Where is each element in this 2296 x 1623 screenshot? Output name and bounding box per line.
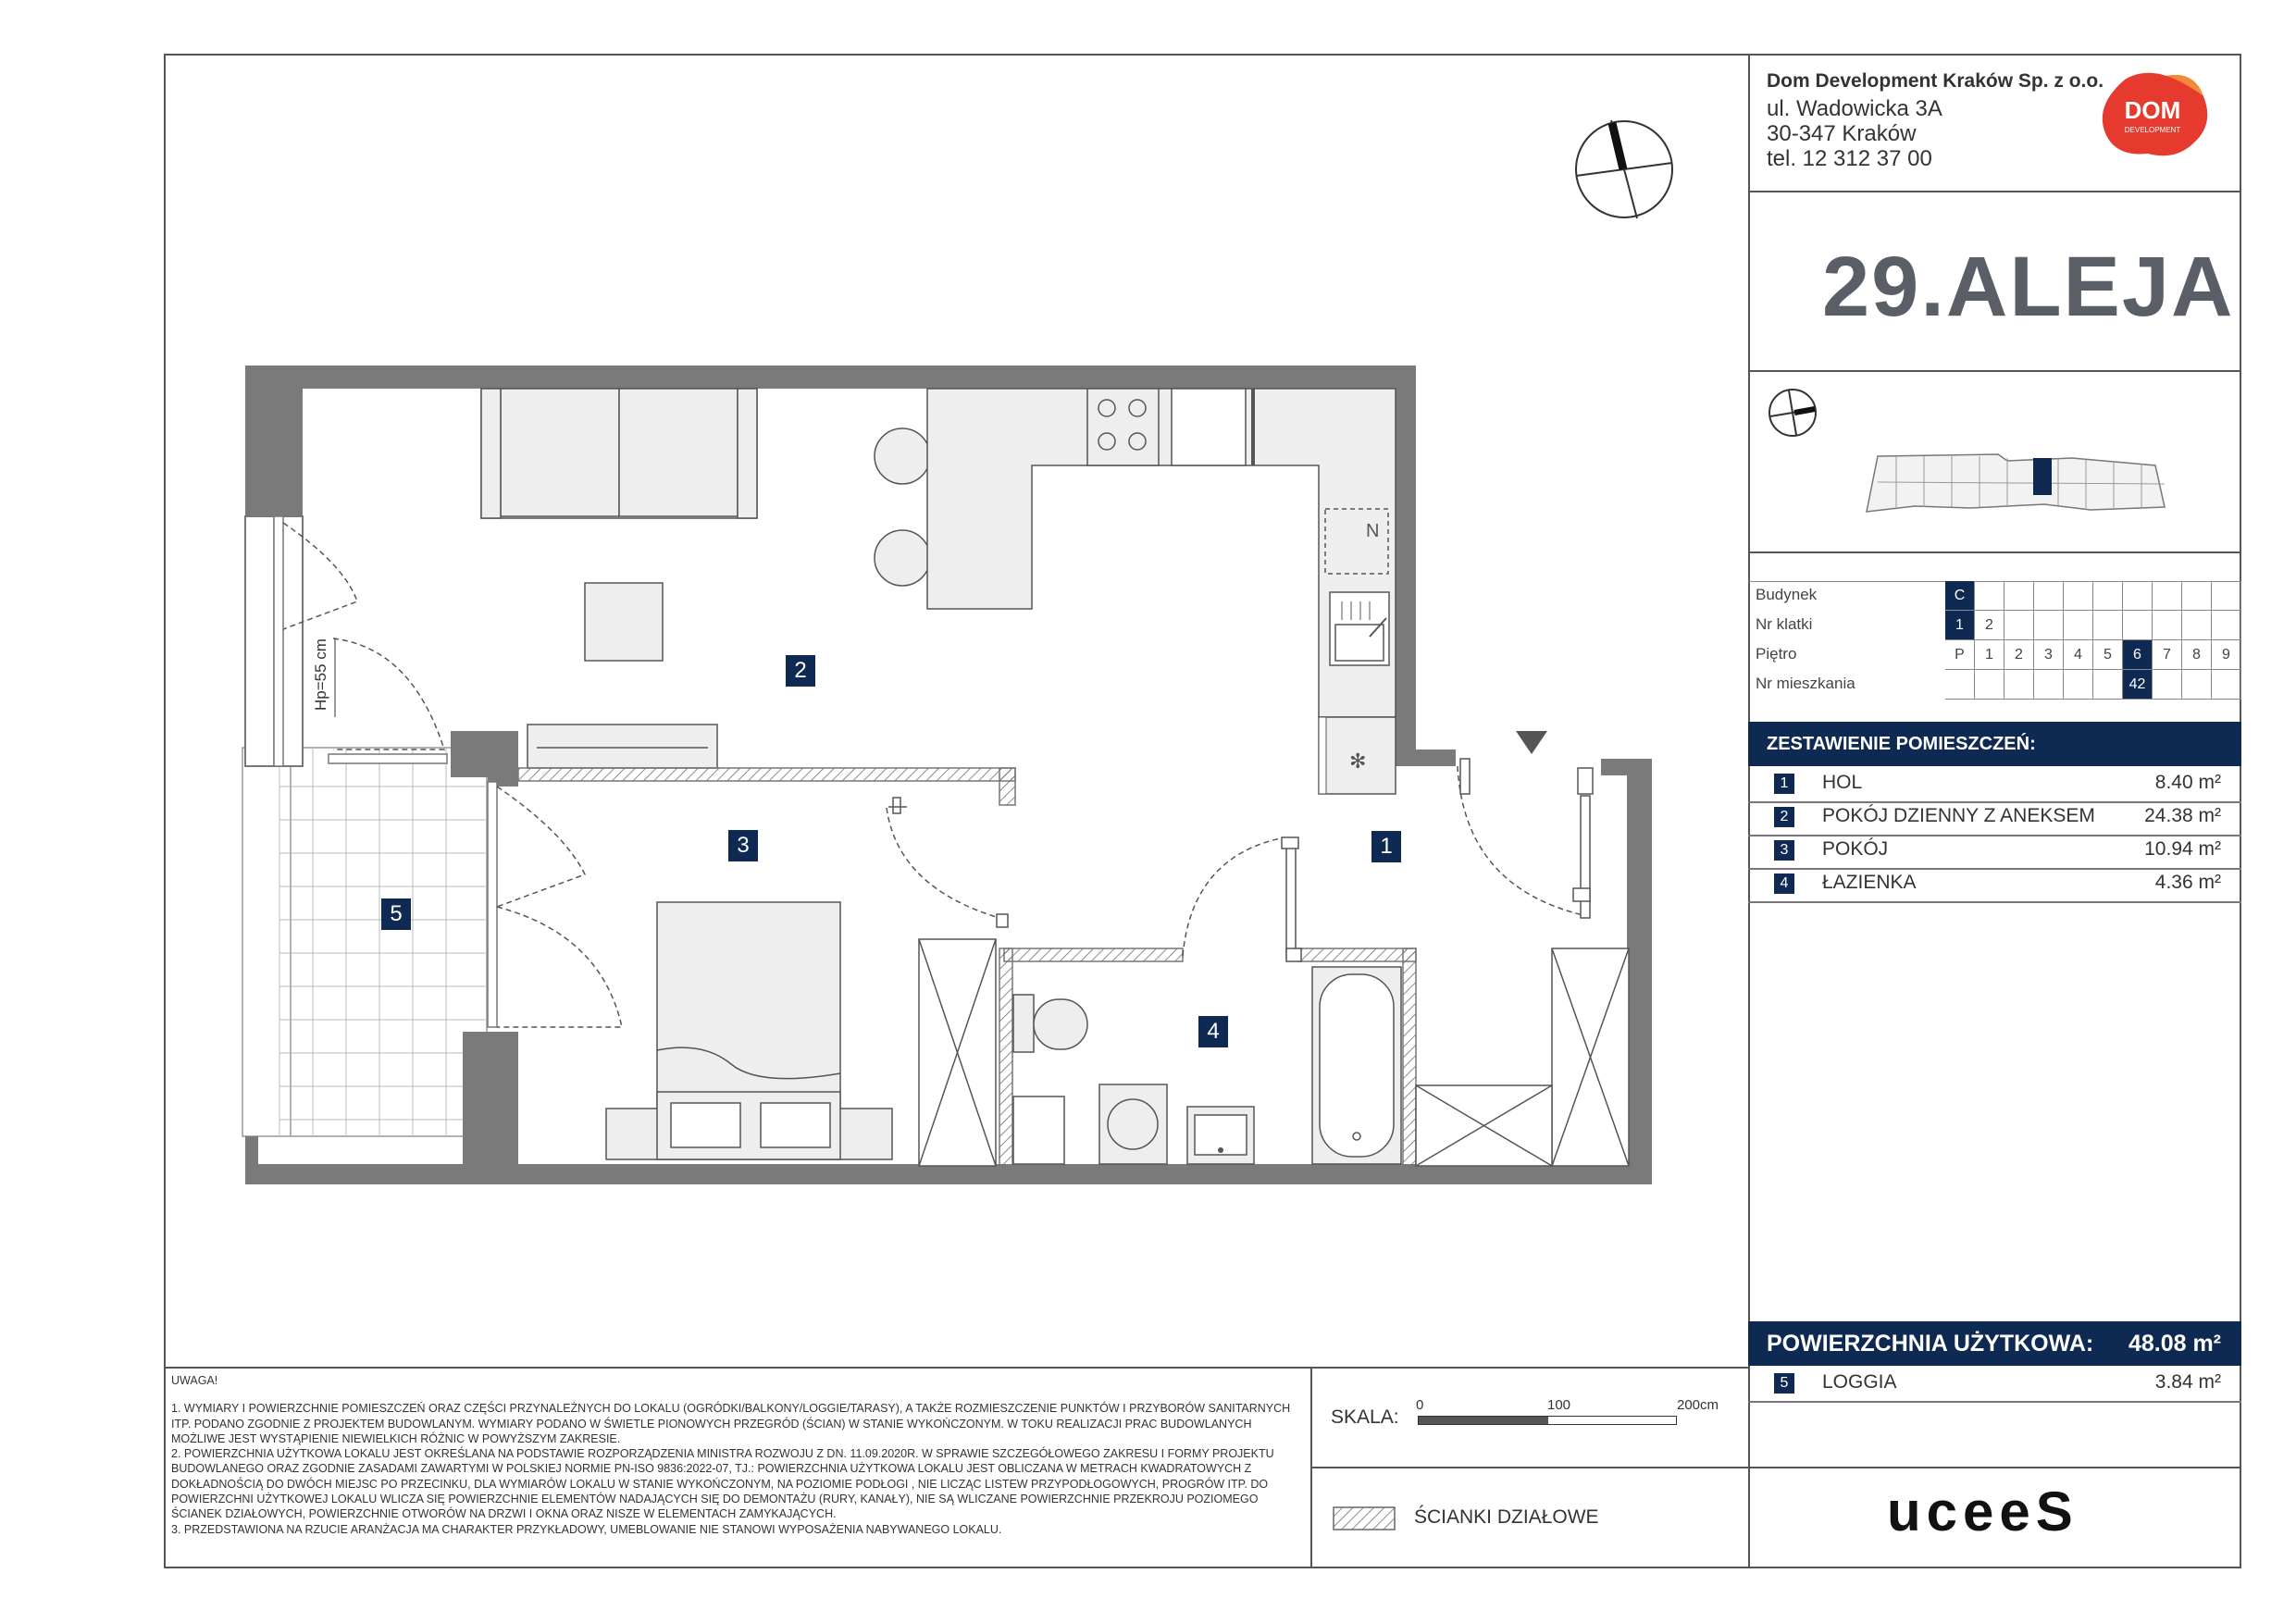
svg-text:✻: ✻ <box>1349 750 1367 774</box>
wardrobe <box>919 939 996 1166</box>
dom-development-logo <box>2092 68 2213 161</box>
room-area: 4.36 m² <box>2154 872 2221 893</box>
pietro-6: 6 <box>2123 640 2153 670</box>
scale-label: SKALA: <box>1331 1406 1399 1428</box>
budynek-label: Budynek <box>1756 586 1818 603</box>
note-line: 2. POWIERZCHNIA UŻYTKOWA LOKALU JEST OKREŚLANA NA PODSTAWIE ROZPORZĄDZENIA MINISTRA ROZWOJU Z DN. 11.09.2020R. W SPRAWIE SZCZEGÓŁOWEGO ZAKRESU I FORMY PROJEKTU BUDOWLANEGO ORAZ ZGODNIE ZASADAMI ZAWARTYMI W POLSKIEJ NORMIE PN-ISO 9836:2022-07, TJ.: POWIERZCHNIA UŻYTKOWA LOKALU JEST OBLICZANA W METRACH KWADRATOWYCH Z DOKŁADNOŚCIĄ DO DWÓCH MIEJSC PO PRZECINKU, DLA WYMIARÓW LOKALU W STANIE WYKOŃCZONYM, NA POZIOMIE PODŁOGI , NIE LICZĄC LISTEW PRZYPODŁOGOWYCH, PROGRÓW ITP. DO POWIERZCHNI UŻYTKOWEJ LOKALU WLICZA SIĘ POWIERZCHNIE ELEMENTÓW NADAJĄCYCH SIĘ DO DEMONTAŻU (RURY, KANAŁY), NIE SĄ WLICZANE POWIERZCHNIE PRZEKROJU POZIOMEGO ŚCIANEK DZIAŁOWYCH, POWIERZCHNIE OTWORÓW NA DRZWI I OKNA ORAZ NISZE W ELEMENTACH ZAMYKAJĄCYCH. <box>171 1447 1274 1521</box>
scale-bar <box>1418 1416 1677 1425</box>
window-height-label: Hp=55 cm <box>312 638 329 711</box>
sink-icon <box>1330 592 1389 665</box>
unit-highlight <box>2033 458 2052 495</box>
scale-tick-0: 0 <box>1416 1397 1424 1413</box>
company-name: Dom Development Kraków Sp. z o.o. <box>1767 70 2104 92</box>
coffee-table <box>585 583 663 661</box>
pietro-5: 5 <box>2093 640 2123 670</box>
mieszkanie-42: 42 <box>2123 670 2153 700</box>
room-label-5: 5 <box>381 898 411 930</box>
room-label-4: 4 <box>1198 1016 1228 1047</box>
pietro-7: 7 <box>2153 640 2182 670</box>
washbasin-icon <box>1187 1107 1254 1164</box>
entrance-arrow-icon <box>1516 731 1547 754</box>
compass-icon <box>1576 120 1672 218</box>
fridge-niche <box>1172 389 1246 465</box>
toilet-icon <box>1013 995 1087 1052</box>
scale-tick-200: 200cm <box>1677 1397 1719 1413</box>
room-number: 5 <box>1774 1373 1794 1394</box>
bar-stool <box>875 428 930 484</box>
total-area-bar <box>1748 1321 2241 1366</box>
loggia-area <box>242 748 487 1136</box>
stove-icon <box>1087 389 1159 465</box>
company-street: ul. Wadowicka 3A <box>1767 96 1942 121</box>
room-row <box>1748 835 2241 870</box>
logo-text: DOM <box>2124 96 2181 124</box>
room-row <box>1748 801 2241 836</box>
room-name: LOGGIA <box>1822 1371 1897 1393</box>
room-name: HOL <box>1822 772 1863 793</box>
bathroom-niche <box>1013 1096 1064 1164</box>
rooms-header: ZESTAWIENIE POMIESZCZEŃ: <box>1748 722 2241 766</box>
room-area: 3.84 m² <box>2154 1371 2221 1393</box>
company-city: 30-347 Kraków <box>1767 121 1917 146</box>
svg-text:N: N <box>1366 521 1380 541</box>
pietro-p: P <box>1945 640 1975 670</box>
pietro-8: 8 <box>2182 640 2212 670</box>
notes-divider <box>164 1367 1748 1369</box>
pietro-9: 9 <box>2212 640 2241 670</box>
floor-plan <box>164 54 1746 1368</box>
uceees-logo: uceeS <box>1887 1481 2079 1542</box>
note-line: 1. WYMIARY I POWIERZCHNIE POMIESZCZEŃ ORAZ CZĘŚCI PRZYNALEŻNYCH DO LOKALU (OGRÓDKI/BALKONY/LOGGIE/TARASY), A TAKŻE ROZMIESZCZENIE PUNKTÓW I PRZYBORÓW SANITARNYCH ITP. PODANO ZGODNIE Z PROJEKTEM BUDOWLANYM. WYMIARY PODANO W ŚWIETLE PIONOWYCH PRZEGRÓD (ŚCIAN) W STANIE WYKOŃCZONYM. W TOKU REALIZACJI PRAC BUDOWLANYCH MOŻLIWE JEST WYSTĄPIENIE NIEWIELKICH RÓŻNIC W POWYŻSZYM ZAKRESIE. <box>171 1402 1291 1445</box>
oven-icon <box>1319 717 1396 794</box>
hatch-legend-icon <box>1333 1506 1396 1530</box>
info-sidebar <box>1748 54 2241 1568</box>
bed <box>606 902 892 1159</box>
klatka-1: 1 <box>1945 611 1975 640</box>
logo-subtext: DEVELOPMENT <box>2124 126 2181 134</box>
building-key-plan <box>1859 438 2174 521</box>
room-number: 4 <box>1774 873 1794 894</box>
room-area: 10.94 m² <box>2144 838 2221 860</box>
mieszkania-label: Nr mieszkania <box>1756 675 1855 692</box>
bathtub-icon <box>1312 967 1401 1164</box>
klatki-label: Nr klatki <box>1756 615 1813 633</box>
scale-tick-100: 100 <box>1547 1397 1571 1413</box>
room-row <box>1748 868 2241 903</box>
klatka-2: 2 <box>1975 611 2004 640</box>
washing-machine-icon <box>1099 1084 1167 1164</box>
company-phone: tel. 12 312 37 00 <box>1767 146 1932 171</box>
room-number: 3 <box>1774 840 1794 861</box>
room-area: 8.40 m² <box>2154 772 2221 793</box>
room-number: 2 <box>1774 807 1794 827</box>
pietro-3: 3 <box>2034 640 2064 670</box>
room-number: 1 <box>1774 774 1794 794</box>
pietro-label: Piętro <box>1756 645 1797 663</box>
room-row <box>1748 768 2241 803</box>
pietro-1: 1 <box>1975 640 2004 670</box>
interior-doors <box>887 759 1593 961</box>
legend-label: ŚCIANKI DZIAŁOWE <box>1414 1506 1599 1528</box>
tv-bench <box>527 725 717 768</box>
room-name: POKÓJ <box>1822 838 1889 860</box>
room-label-1: 1 <box>1371 831 1401 862</box>
pietro-4: 4 <box>2064 640 2093 670</box>
scale-divider <box>1310 1467 1748 1468</box>
room-area: 24.38 m² <box>2144 805 2221 826</box>
loggia-row <box>1748 1368 2241 1403</box>
notes-title: UWAGA! <box>171 1374 218 1387</box>
note-line: 3. PRZEDSTAWIONA NA RZUCIE ARANŻACJA MA CHARAKTER PRZYKŁADOWY, UMEBLOWANIE NIE STANOWI WYPOSAŻENIA NABYWANEGO LOKALU. <box>171 1522 1002 1536</box>
site-compass-icon <box>1767 387 1822 442</box>
total-label: POWIERZCHNIA UŻYTKOWA: <box>1767 1331 2094 1357</box>
total-value: 48.08 m² <box>2128 1331 2221 1357</box>
notes <box>171 1373 1300 1537</box>
wardrobe <box>1552 948 1629 1166</box>
room-name: POKÓJ DZIENNY Z ANEKSEM <box>1822 805 2095 826</box>
project-logo: 29.ALEJA <box>1822 240 2235 334</box>
room-label-2: 2 <box>786 655 815 687</box>
room-label-3: 3 <box>728 830 758 861</box>
wardrobe <box>1416 1085 1552 1166</box>
pietro-2: 2 <box>2004 640 2034 670</box>
bar-stool <box>875 530 930 586</box>
budynek-c: C <box>1945 581 1975 611</box>
room-name: ŁAZIENKA <box>1822 872 1917 893</box>
sofa <box>481 389 757 518</box>
